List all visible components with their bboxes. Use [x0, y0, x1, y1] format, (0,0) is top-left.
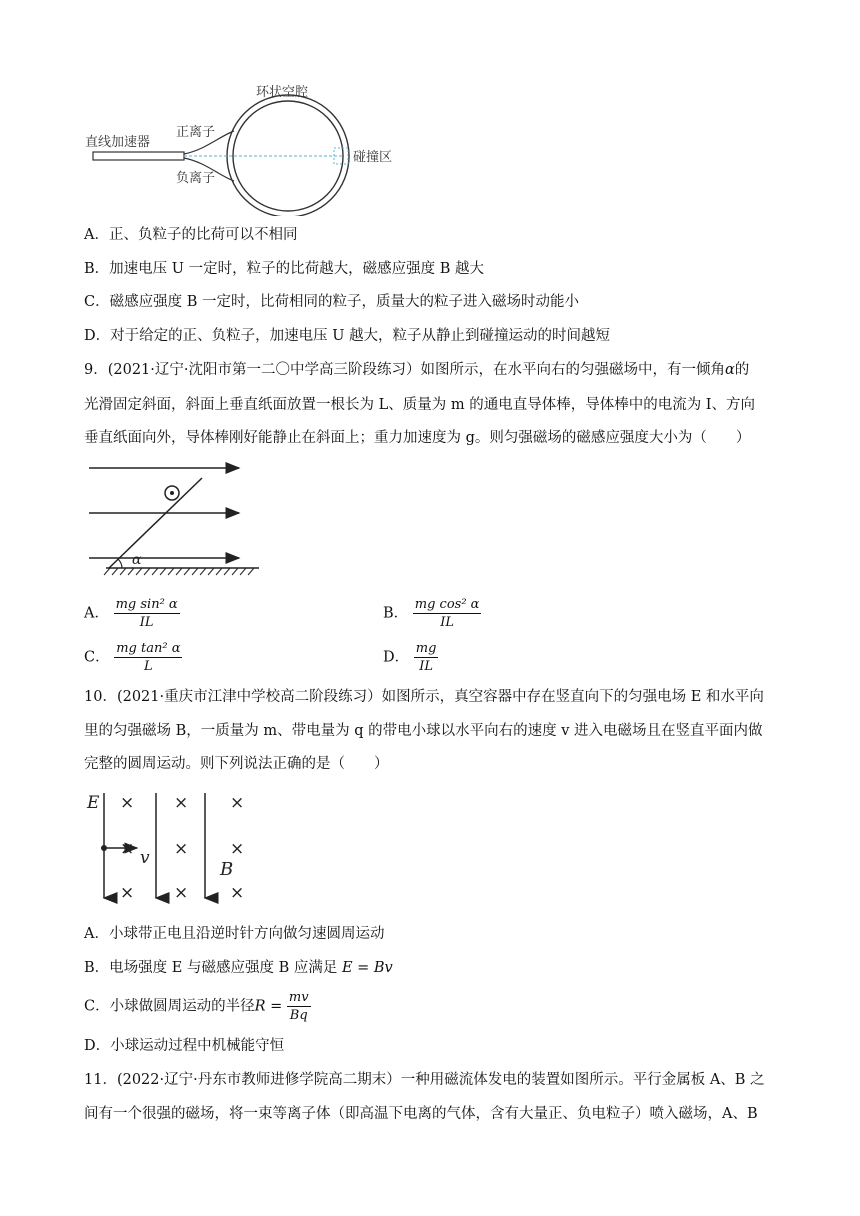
q9-option-d: [383, 641, 438, 674]
q10-option-c: [84, 990, 311, 1023]
label-velocity: v: [140, 848, 150, 868]
b-cross-5: ×: [174, 839, 189, 859]
q9-option-a-den: IL: [139, 615, 154, 630]
linear-accelerator: [93, 152, 184, 160]
b-cross-9: ×: [230, 883, 245, 903]
q10-option-d: D．小球运动过程中机械能守恒: [84, 1038, 285, 1054]
q10-option-c-text: C．小球做圆周运动的半径: [84, 998, 255, 1015]
angle-alpha-label: α: [132, 552, 142, 568]
b-cross-1: ×: [120, 793, 135, 813]
q8-option-d: D．对于给定的正、负粒子，加速电压 U 越大，粒子从静止到碰撞运动的时间越短: [84, 328, 611, 344]
q9-option-c-den: L: [144, 659, 153, 674]
incline-surface: [109, 478, 202, 568]
q9-option-d-num: mg: [415, 641, 437, 656]
q10-stem-line3: 完整的圆周运动。则下列说法正确的是（ ）: [84, 756, 389, 772]
q9-option-a-num: mg sin² α: [115, 597, 178, 612]
q10-option-c-fraction: [287, 990, 311, 1023]
label-b-field: B: [220, 859, 234, 880]
label-collision-zone: 碰撞区: [353, 150, 393, 165]
b-cross-7: ×: [120, 883, 135, 903]
b-cross-8: ×: [174, 883, 189, 903]
q10-option-c-num: mv: [288, 990, 309, 1005]
q9-option-c-label: C．: [84, 649, 110, 666]
label-negative-ion: 负离子: [176, 171, 216, 186]
q9-option-c-num: mg tan² α: [116, 641, 181, 656]
ground-hatching: [104, 568, 254, 575]
q9-option-d-fraction: [414, 641, 439, 674]
q10-option-c-radius: R =: [254, 998, 283, 1015]
q9-option-c-fraction: [114, 641, 182, 674]
b-cross-2: ×: [174, 793, 189, 813]
q11-stem-line2: 间有一个很强的磁场，将一束等离子体（即高温下电离的气体，含有大量正、负电粒子）喷入磁场，A、B: [84, 1106, 758, 1122]
q9-stem-text1-end: 的: [734, 362, 750, 378]
q9-option-d-label: D．: [383, 649, 410, 666]
angle-arc: [118, 559, 122, 568]
q9-stem-text1: 9．(2021·辽宁·沈阳市第一二〇中学高三阶段练习）如图所示，在水平向右的匀强磁场中，有一倾角: [84, 362, 725, 378]
b-cross-3: ×: [230, 793, 245, 813]
q10-option-b: [84, 958, 393, 978]
q9-option-c: [84, 641, 182, 674]
q9-option-a-fraction: [114, 597, 180, 630]
em-field-diagram: [84, 785, 264, 910]
q10-option-b-text: B．电场强度 E 与磁感应强度 B 应满足: [84, 960, 338, 976]
q9-option-a: [84, 597, 180, 630]
label-positive-ion: 正离子: [176, 125, 216, 140]
b-cross-6: ×: [230, 839, 245, 859]
q10-option-c-den: Bq: [289, 1008, 308, 1023]
q10-stem-line2: 里的匀强磁场 B，一质量为 m、带电量为 q 的带电小球以水平向右的速度 v 进入电磁场且在竖直平面内做: [84, 723, 763, 739]
q9-stem-line3: 垂直纸面向外，导体棒刚好能静止在斜面上；重力加速度为 g。则匀强磁场的磁感应强度大小为（ ）: [84, 430, 751, 446]
q9-option-b: [383, 597, 481, 630]
label-accelerator: 直线加速器: [85, 135, 151, 150]
incline-diagram: [84, 460, 269, 585]
q10-option-a: A．小球带正电且沿逆时针方向做匀速圆周运动: [84, 926, 385, 942]
label-ring: 环状空腔: [256, 85, 309, 100]
b-cross-4: ×: [120, 839, 135, 859]
collider-diagram: [80, 76, 420, 216]
q8-option-c: C．磁感应强度 B 一定时，比荷相同的粒子，质量大的粒子进入磁场时动能小: [84, 294, 579, 310]
q10-stem-line1: 10．(2021·重庆市江津中学校高二阶段练习）如图所示，真空容器中存在竖直向下的匀强电场 E 和水平向: [84, 689, 764, 705]
q10-option-b-equation: E = Bv: [341, 960, 393, 976]
q9-option-b-label: B．: [383, 605, 409, 622]
q9-option-b-num: mg cos² α: [414, 597, 480, 612]
q11-stem-line1: 11．(2022·辽宁·丹东市教师进修学院高二期末）一种用磁流体发电的装置如图所示。平行金属板 A、B 之: [84, 1072, 765, 1088]
q9-option-d-den: IL: [419, 659, 433, 674]
q9-stem-line1: [84, 360, 749, 380]
q9-option-a-label: A．: [84, 605, 109, 622]
q9-option-b-fraction: [413, 597, 482, 630]
label-e-field: E: [87, 793, 100, 813]
q8-option-b: B．加速电压 U 一定时，粒子的比荷越大，磁感应强度 B 越大: [84, 261, 484, 277]
q9-alpha: α: [725, 362, 735, 378]
q8-option-a: A．正、负粒子的比荷可以不相同: [84, 227, 298, 243]
q9-stem-line2: 光滑固定斜面，斜面上垂直纸面放置一根长为 L、质量为 m 的通电直导体棒，导体棒中的电流为 I、方向: [84, 397, 756, 413]
q9-option-b-den: IL: [440, 615, 454, 630]
